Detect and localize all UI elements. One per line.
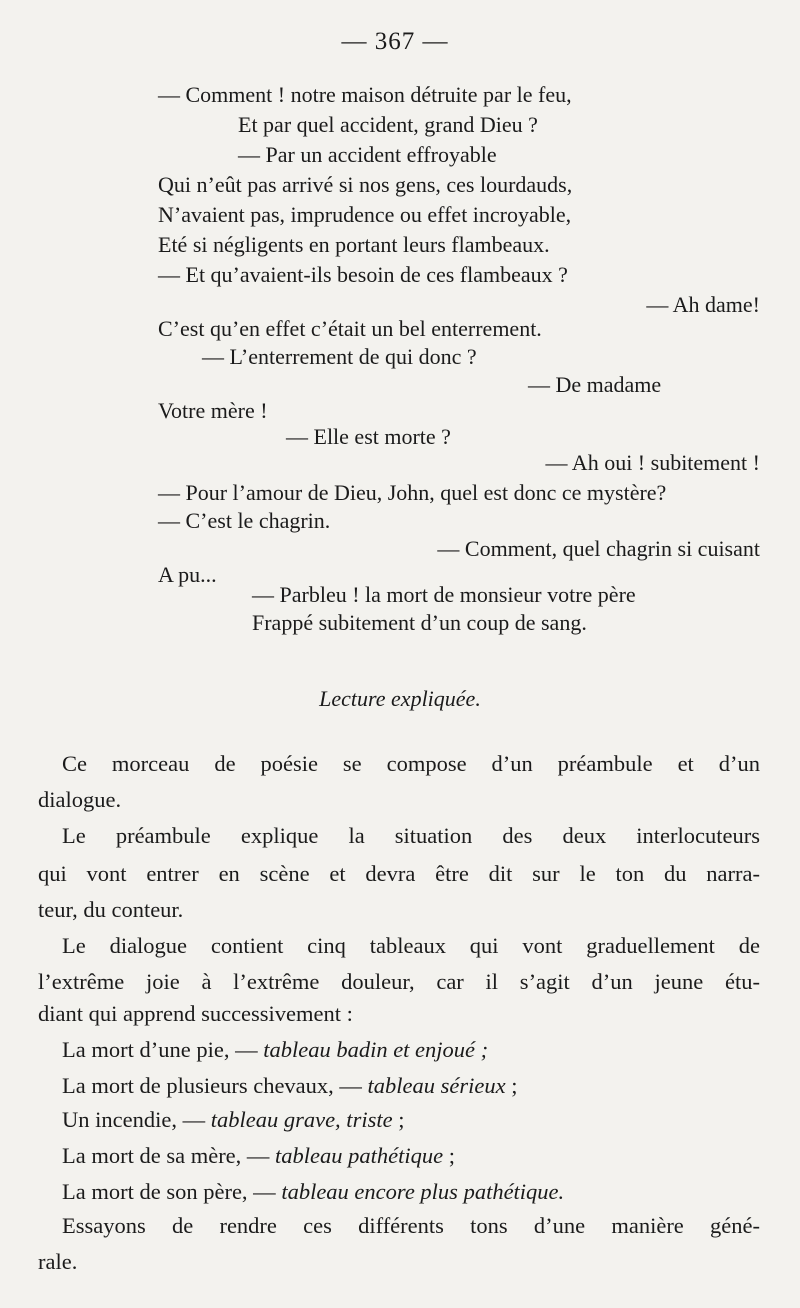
section-title: Lecture expliquée. bbox=[319, 686, 481, 711]
list-item: La mort de sa mère, — tableau pathétique ; bbox=[62, 1143, 456, 1168]
verse-line: Qui n’eût pas arrivé si nos gens, ces lourdauds, bbox=[158, 172, 573, 197]
verse-line: — Par un accident effroyable bbox=[238, 142, 497, 167]
list-item: La mort de son père, — tableau encore plus pathétique. bbox=[62, 1179, 565, 1204]
verse-line: — Pour l’amour de Dieu, John, quel est donc ce mystère? bbox=[158, 480, 667, 505]
text-line: qui vont entrer en scène et devra être dit sur le ton du narra- bbox=[38, 861, 760, 886]
verse-line: — Ah dame! bbox=[646, 292, 760, 317]
verse-line: N’avaient pas, imprudence ou effet incroyable, bbox=[158, 202, 572, 227]
text-line: l’extrême joie à l’extrême douleur, car il s’agit d’un jeune étu- bbox=[38, 969, 760, 994]
text-line: dialogue. bbox=[38, 787, 122, 812]
verse-line: — De madame bbox=[528, 372, 662, 397]
list-item: La mort de plusieurs chevaux, — tableau sérieux ; bbox=[62, 1073, 518, 1098]
verse-line: — Et qu’avaient-ils besoin de ces flambeaux ? bbox=[158, 262, 568, 287]
text-line: diant qui apprend successivement : bbox=[38, 1001, 353, 1026]
text-line: teur, du conteur. bbox=[38, 897, 184, 922]
verse-line: C’est qu’en effet c’était un bel enterrement. bbox=[158, 316, 542, 341]
verse-line: — Elle est morte ? bbox=[286, 424, 451, 449]
verse-line: — C’est le chagrin. bbox=[158, 508, 331, 533]
verse-line: — Parbleu ! la mort de monsieur votre père bbox=[252, 582, 636, 607]
list-item: La mort d’une pie, — tableau badin et enjoué ; bbox=[62, 1037, 489, 1062]
text-line: Le dialogue contient cinq tableaux qui vont graduellement de bbox=[62, 933, 760, 958]
verse-line: Frappé subitement d’un coup de sang. bbox=[252, 610, 587, 635]
verse-line: — L’enterrement de qui donc ? bbox=[202, 344, 477, 369]
verse-line: Et par quel accident, grand Dieu ? bbox=[238, 112, 538, 137]
page-number: — 367 — bbox=[341, 28, 449, 55]
verse-line: — Comment, quel chagrin si cuisant bbox=[437, 536, 760, 561]
text-line: Essayons de rendre ces différents tons d’une manière géné- bbox=[62, 1213, 760, 1238]
text-line: Le préambule explique la situation des deux interlocuteurs bbox=[62, 823, 760, 848]
text-line: rale. bbox=[38, 1249, 78, 1274]
verse-line: Votre mère ! bbox=[158, 398, 268, 423]
verse-line: — Ah oui ! subitement ! bbox=[545, 450, 760, 475]
list-item: Un incendie, — tableau grave, triste ; bbox=[62, 1107, 405, 1132]
verse-line: Eté si négligents en portant leurs flambeaux. bbox=[158, 232, 550, 257]
text-line: Ce morceau de poésie se compose d’un préambule et d’un bbox=[62, 751, 760, 776]
verse-line: A pu... bbox=[158, 562, 217, 587]
verse-line: — Comment ! notre maison détruite par le feu, bbox=[158, 82, 572, 107]
